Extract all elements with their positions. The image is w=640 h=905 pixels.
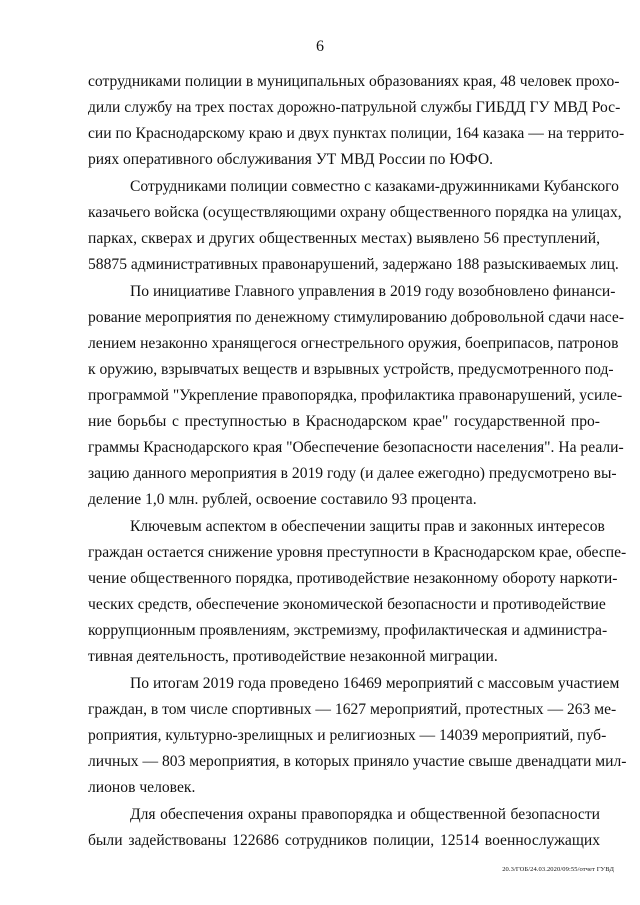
text-line: сотрудниками полиции в муниципальных образованиях края, 48 человек прохо-	[88, 73, 620, 90]
page-number: 6	[316, 38, 324, 55]
text-line: деление 1,0 млн. рублей, освоение составило 93 процента.	[88, 491, 477, 508]
text-line: лионов человек.	[88, 779, 196, 796]
text-line: ческих средств, обеспечение экономической безопасности и противодействие	[88, 596, 606, 613]
text-line: дили службу на трех постах дорожно-патрульной службы ГИБДД ГУ МВД Рос-	[88, 99, 621, 116]
document-footer-stamp: 20.3/ГОБ/24.03.2020/09:55/отчет ГУВД	[502, 866, 614, 873]
text-line: риях оперативного обслуживания УТ МВД России по ЮФО.	[88, 151, 494, 168]
text-line: 58875 административных правонарушений, задержано 188 разыскиваемых лиц.	[88, 256, 619, 273]
text-line: граждан, в том числе спортивных — 1627 мероприятий, протестных — 263 ме-	[88, 701, 617, 718]
text-line: коррупционным проявлениям, экстремизму, профилактическая и администра-	[88, 622, 608, 639]
text-line: были задействованы 122686 сотрудников полиции, 12514 военнослужащих	[88, 832, 600, 849]
text-line: сии по Краснодарскому краю и двух пунктах полиции, 164 казака — на террито-	[88, 125, 625, 142]
text-line: граждан остается снижение уровня преступности в Краснодарском крае, обеспе-	[88, 544, 627, 561]
text-line: программой "Укрепление правопорядка, профилактика правонарушений, усиле-	[88, 387, 623, 404]
text-line: зацию данного мероприятия в 2019 году (и далее ежегодно) предусмотрено вы-	[88, 465, 617, 482]
text-line: тивная деятельность, противодействие незаконной миграции.	[88, 648, 498, 665]
paragraph-first-line: По итогам 2019 года проведено 16469 мероприятий с массовым участием	[130, 675, 620, 692]
text-line: рование мероприятия по денежному стимулированию добровольной сдачи насе-	[88, 309, 625, 326]
text-line: чение общественного порядка, противодействие незаконному обороту наркоти-	[88, 570, 618, 587]
text-line: ние борьбы с преступностью в Краснодарском крае" государственной про-	[88, 413, 600, 430]
text-line: лением незаконно хранящегося огнестрельного оружия, боеприпасов, патронов	[88, 335, 619, 352]
text-line: роприятия, культурно-зрелищных и религиозных — 14039 мероприятий, пуб-	[88, 727, 607, 744]
text-line: личных — 803 мероприятия, в которых приняло участие свыше двенадцати мил-	[88, 753, 627, 770]
paragraph-first-line: По инициативе Главного управления в 2019 году возобновлено финанси-	[130, 283, 616, 300]
text-line: парках, скверах и других общественных местах) выявлено 56 преступлений,	[88, 230, 600, 247]
text-line: к оружию, взрывчатых веществ и взрывных устройств, предусмотренного под-	[88, 361, 614, 378]
text-line: граммы Краснодарского края "Обеспечение безопасности населения". На реали-	[88, 439, 624, 456]
paragraph-first-line: Для обеспечения охраны правопорядка и общественной безопасности	[130, 806, 600, 823]
paragraph-first-line: Сотрудниками полиции совместно с казаками-дружинниками Кубанского	[130, 178, 619, 195]
paragraph-first-line: Ключевым аспектом в обеспечении защиты прав и законных интересов	[130, 518, 605, 535]
text-line: казачьего войска (осуществляющими охрану общественного порядка на улицах,	[88, 204, 622, 221]
